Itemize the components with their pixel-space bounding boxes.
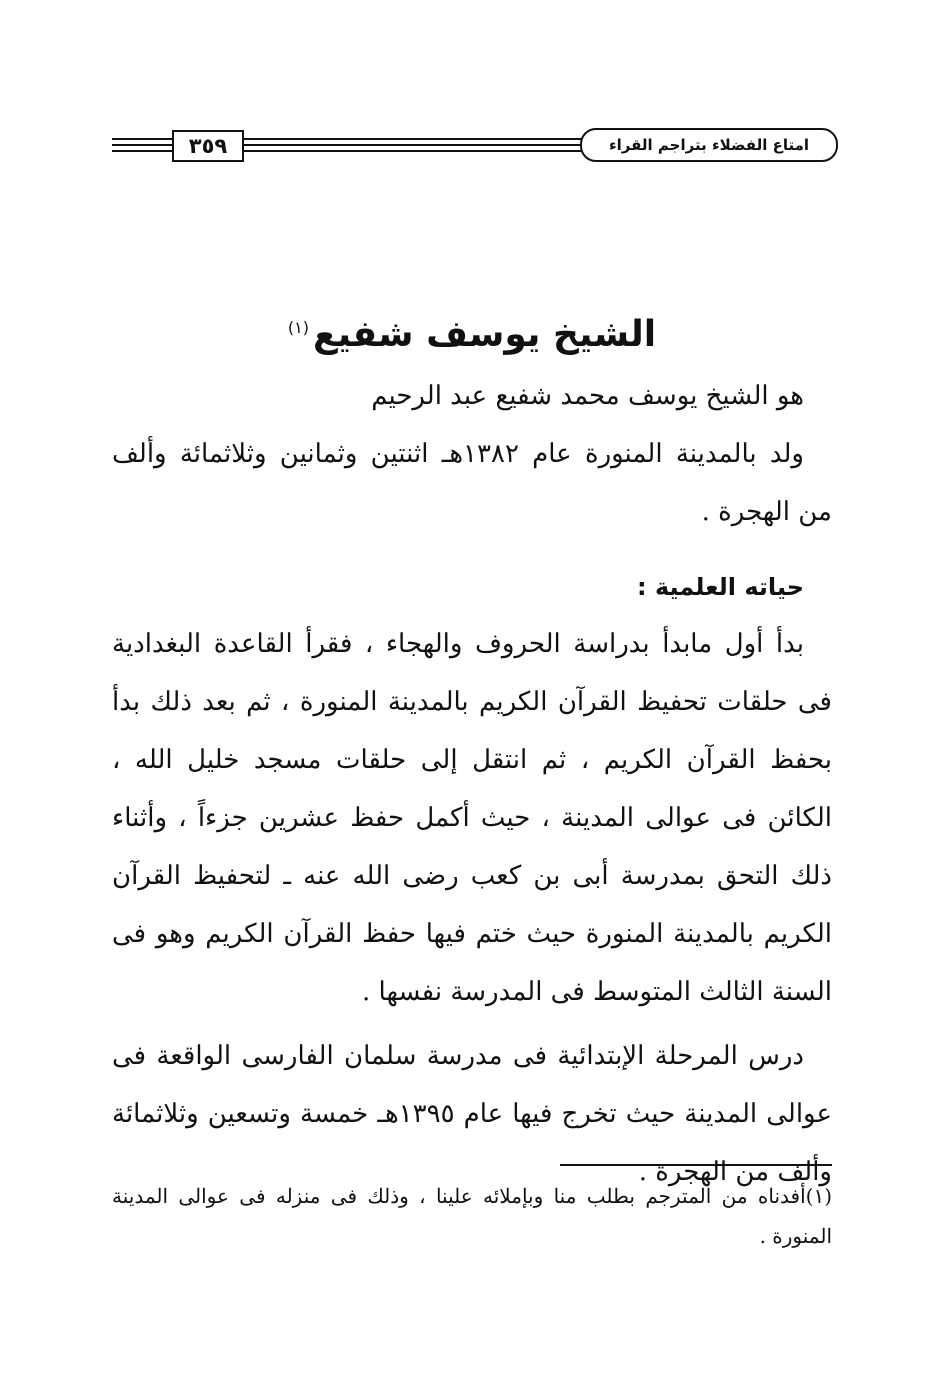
intro-paragraph: هو الشيخ يوسف محمد شفيع عبد الرحيم bbox=[371, 381, 804, 411]
running-header bbox=[112, 128, 838, 168]
footnote: (١)أفدناه من المترجم بطلب منا وبإملائه علينا ، وذلك فى منزله فى عوالى المدينة المنورة . bbox=[112, 1184, 832, 1248]
footnote-reference: (١) bbox=[287, 318, 309, 337]
article-title bbox=[112, 300, 832, 363]
section-heading: حياته العلمية : bbox=[636, 573, 804, 601]
footnote-divider bbox=[560, 1164, 832, 1166]
birth-paragraph: ولد بالمدينة المنورة عام ١٣٨٢هـ اثنتين وثمانين وثلاثمائة وألف من الهجرة . bbox=[112, 439, 832, 527]
article-body bbox=[112, 300, 832, 1201]
article-title-text: الشيخ يوسف شفيع bbox=[312, 314, 657, 355]
header-rule bbox=[112, 150, 172, 152]
book-title: امتاع الفضلاء بتراجم القراء bbox=[580, 128, 838, 162]
header-rule bbox=[112, 144, 172, 146]
body-paragraph: درس المرحلة الإبتدائية فى مدرسة سلمان الفارسى الواقعة فى عوالى المدينة حيث تخرج فيها عام ١٣٩٥هـ خمسة وتسعين وثلاثمائة وألف من الهجرة . bbox=[112, 1041, 832, 1187]
header-rule bbox=[112, 138, 172, 140]
body-paragraph: بدأ أول مابدأ بدراسة الحروف والهجاء ، فقرأ القاعدة البغدادية فى حلقات تحفيظ القرآن الكريم بالمدينة المنورة ، ثم بعد ذلك بدأ بحفظ القرآن الكريم ، ثم انتقل إلى حلقات مسجد خليل الله ، الكائن فى عوالى المدينة ، حيث أكمل حفظ عشرين جزءاً ، وأثناء ذلك التحق بمدرسة أبى بن كعب رضى الله عنه ـ لتحفيظ القرآن الكريم بالمدينة المنورة حيث ختم فيها حفظ القرآن الكريم وهو فى السنة الثالث المتوسط فى المدرسة نفسها . bbox=[112, 629, 832, 1007]
page-number: ٣٥٩ bbox=[172, 130, 244, 162]
